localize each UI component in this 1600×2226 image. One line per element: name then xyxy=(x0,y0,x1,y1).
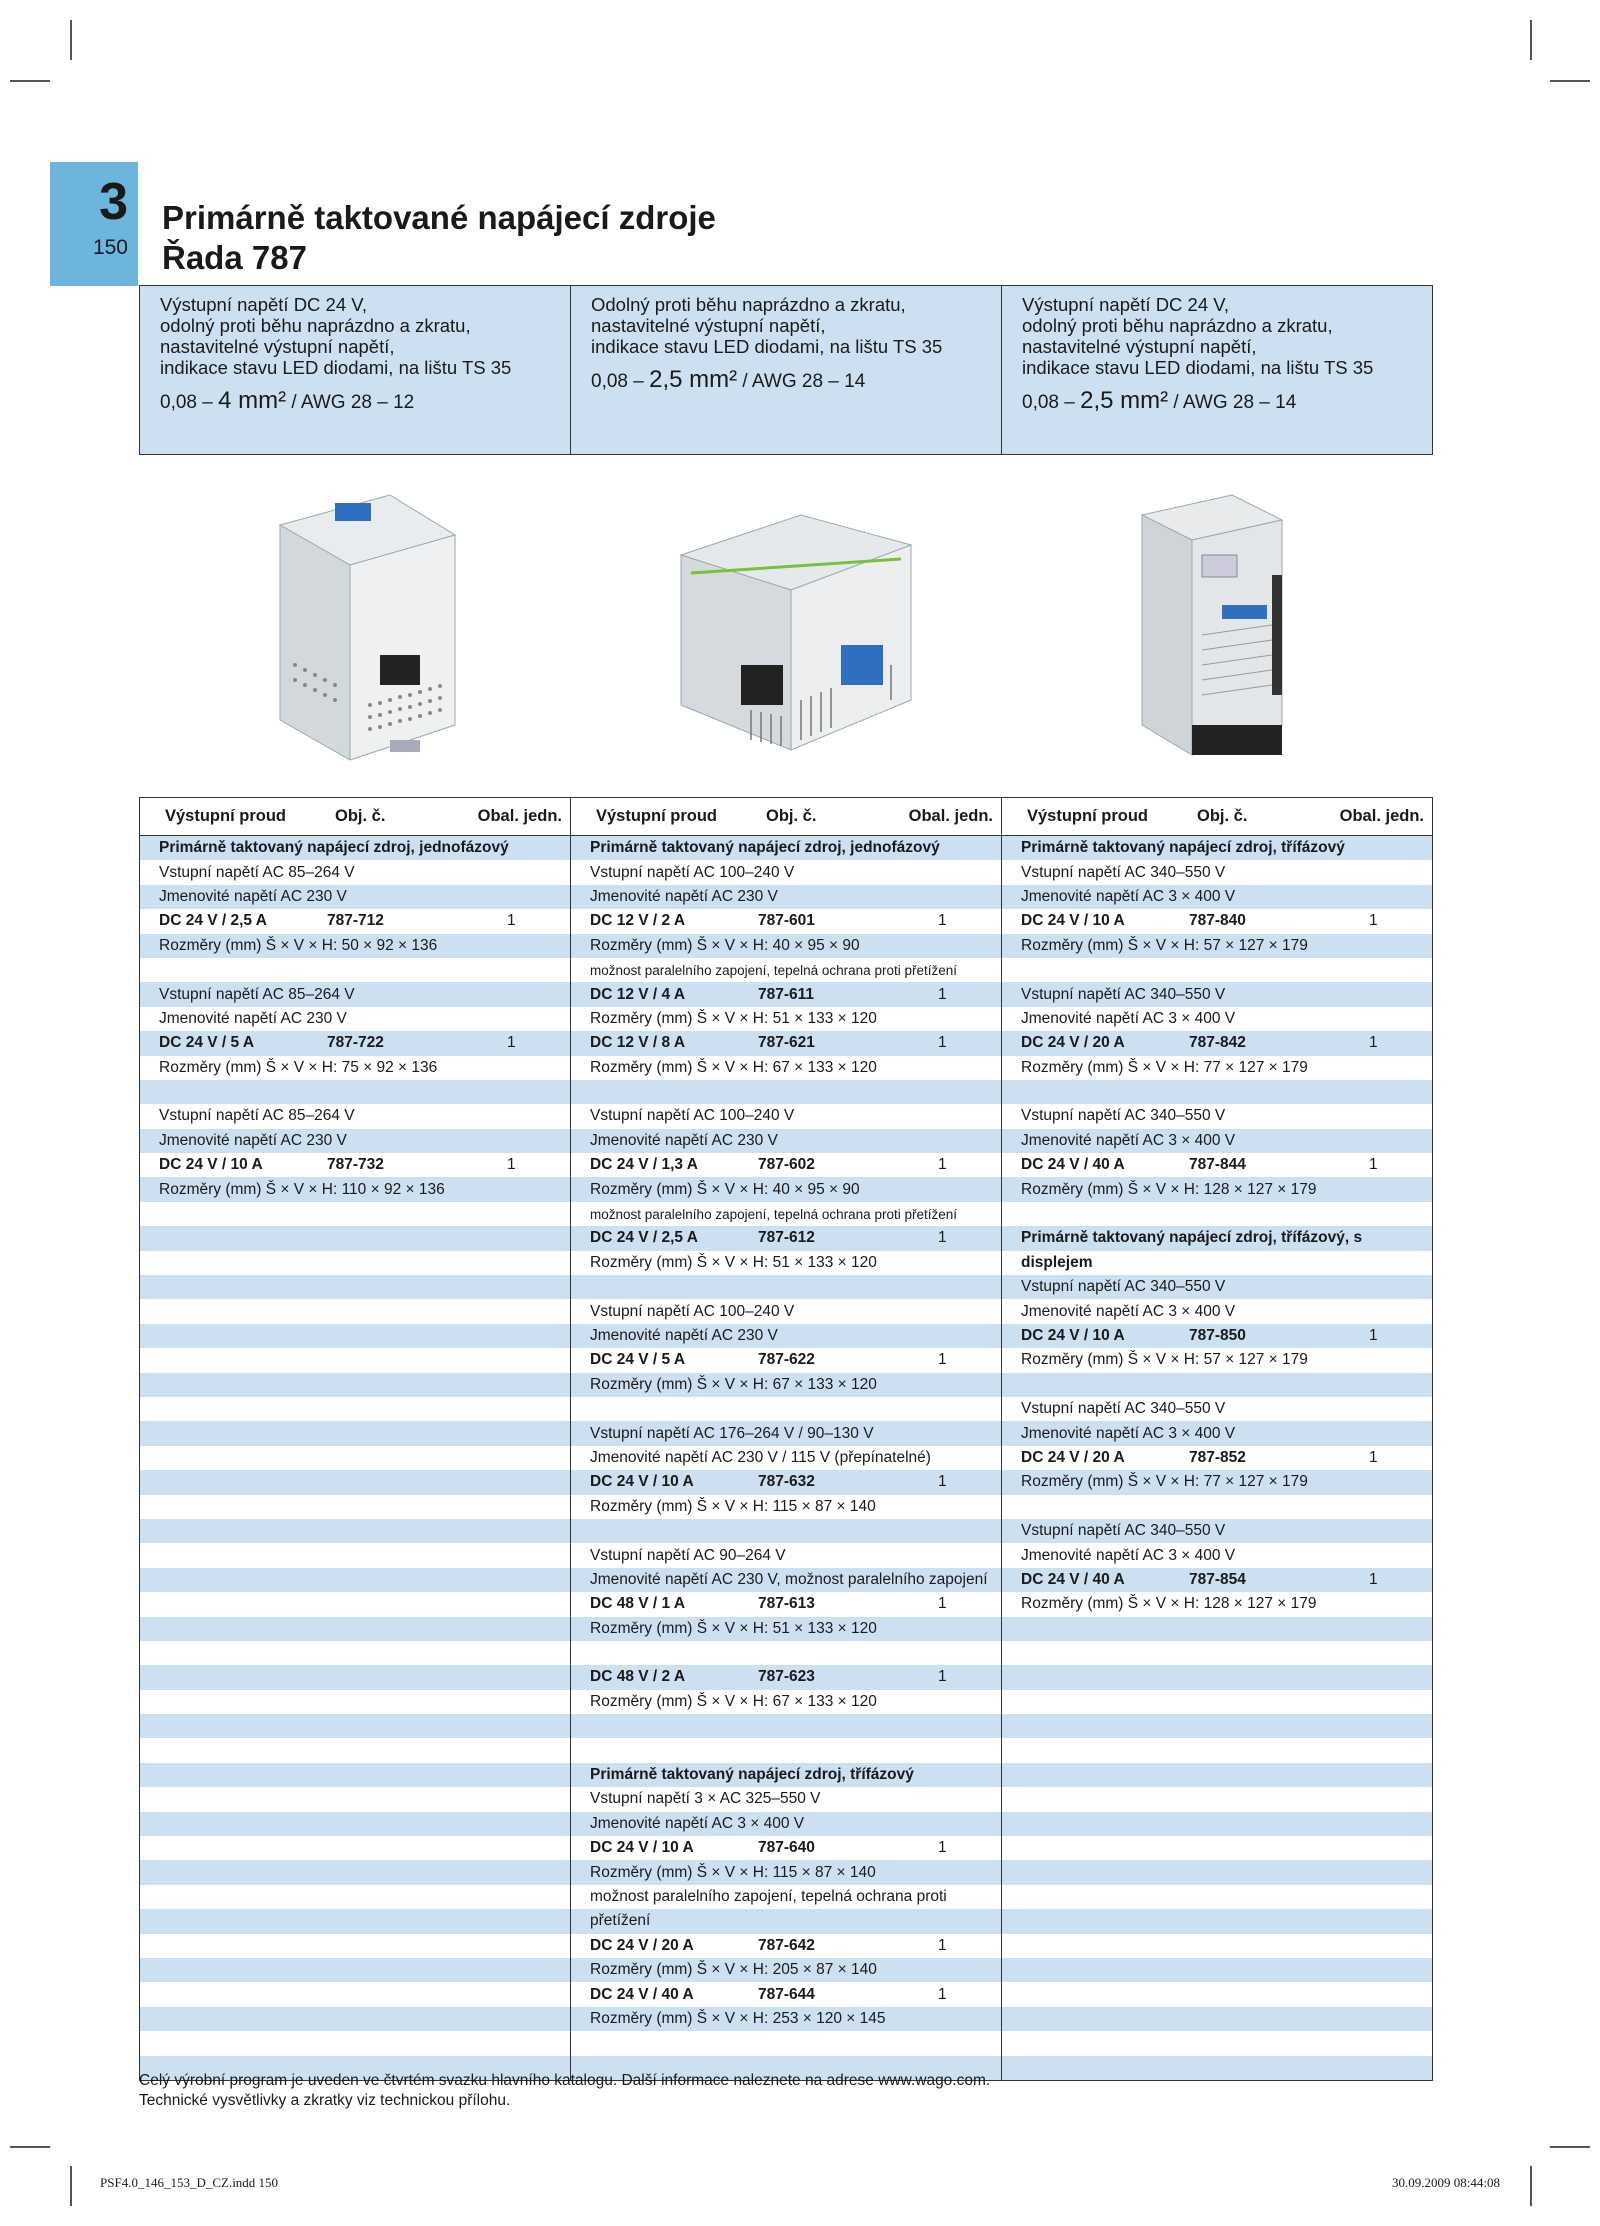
output-current: DC 24 V / 5 A xyxy=(159,1034,255,1052)
product-image-1 xyxy=(139,465,570,795)
table-row-empty xyxy=(571,1641,1001,1665)
package-unit: 1 xyxy=(1369,1327,1378,1344)
spec-row: Rozměry (mm) Š × V × H: 50 × 92 × 136 xyxy=(140,934,570,958)
table-row-empty xyxy=(140,1714,570,1738)
spec-row: Vstupní napětí AC 85–264 V xyxy=(140,982,570,1006)
output-current: DC 24 V / 10 A xyxy=(590,1473,694,1491)
order-number: 787-632 xyxy=(758,1473,815,1491)
output-current: DC 12 V / 2 A xyxy=(590,912,686,930)
spec-row: Jmenovité napětí AC 230 V xyxy=(571,1324,1001,1348)
spec-row: Vstupní napětí AC 90–264 V xyxy=(571,1543,1001,1567)
table-row-empty xyxy=(1002,1812,1432,1836)
spec-row: Jmenovité napětí AC 230 V xyxy=(140,1007,570,1031)
table-row-empty xyxy=(140,1568,570,1592)
spec-row: Rozměry (mm) Š × V × H: 40 × 95 × 90 xyxy=(571,1177,1001,1201)
spec-row: přetížení xyxy=(571,1909,1001,1933)
output-current: DC 24 V / 2,5 A xyxy=(159,912,267,930)
table-row-empty xyxy=(1002,2056,1432,2080)
wire-range-min: 0,08 – xyxy=(591,371,650,392)
package-unit: 1 xyxy=(938,1156,947,1174)
spec-row: Rozměry (mm) Š × V × H: 51 × 133 × 120 xyxy=(571,1251,1001,1275)
output-current: DC 24 V / 20 A xyxy=(1021,1448,1125,1466)
table-row-empty xyxy=(140,958,570,982)
crop-mark xyxy=(1530,20,1532,60)
table-row-empty xyxy=(140,1251,570,1275)
order-number: 787-842 xyxy=(1189,1034,1246,1052)
package-unit: 1 xyxy=(938,985,947,1003)
date-slug: 30.09.2009 08:44:08 xyxy=(1392,2175,1500,2190)
package-unit: 1 xyxy=(938,1351,947,1369)
spec-row: Vstupní napětí AC 340–550 V xyxy=(1002,1519,1432,1543)
table-row-empty xyxy=(571,2031,1001,2055)
product-row xyxy=(1002,1446,1432,1470)
table-row-empty xyxy=(1002,1738,1432,1762)
order-number: 787-712 xyxy=(327,912,384,930)
spec-row: Rozměry (mm) Š × V × H: 75 × 92 × 136 xyxy=(140,1056,570,1080)
product-row xyxy=(1002,1324,1432,1348)
order-number: 787-844 xyxy=(1189,1156,1246,1174)
spec-row: Vstupní napětí AC 100–240 V xyxy=(571,1104,1001,1128)
wire-range-awg: / AWG 28 – 14 xyxy=(1168,392,1297,413)
feature-description: Výstupní napětí DC 24 V, odolný proti běhu naprázdno a zkratu, nastavitelné výstupní napětí, indikace stavu LED diodami, na lištu TS 35 xyxy=(1022,294,1374,378)
table-row-empty xyxy=(140,1934,570,1958)
table-row-empty xyxy=(140,1446,570,1470)
table-row-empty xyxy=(1002,1763,1432,1787)
product-row xyxy=(1002,909,1432,933)
order-number: 787-850 xyxy=(1189,1327,1246,1344)
order-number: 787-640 xyxy=(758,1839,815,1857)
title-line-2: Řada 787 xyxy=(162,239,307,276)
table-body xyxy=(140,836,1432,2080)
product-row xyxy=(1002,1568,1432,1592)
table-row-empty xyxy=(1002,1934,1432,1958)
spec-row: Vstupní napětí AC 340–550 V xyxy=(1002,860,1432,884)
product-row xyxy=(1002,1153,1432,1177)
order-number: 787-642 xyxy=(758,1936,815,1954)
table-row-empty xyxy=(1002,958,1432,982)
footnote xyxy=(139,2071,990,2111)
order-number: 787-612 xyxy=(758,1229,815,1247)
package-unit: 1 xyxy=(507,1034,516,1052)
output-current: DC 24 V / 10 A xyxy=(159,1156,263,1174)
header-order-number: Obj. č. xyxy=(1197,807,1248,825)
spec-row: Jmenovité napětí AC 3 × 400 V xyxy=(571,1812,1001,1836)
spec-row: Rozměry (mm) Š × V × H: 57 × 127 × 179 xyxy=(1002,1348,1432,1372)
table-row-empty xyxy=(140,1495,570,1519)
order-number: 787-854 xyxy=(1189,1570,1246,1588)
spec-row: Rozměry (mm) Š × V × H: 77 × 127 × 179 xyxy=(1002,1056,1432,1080)
table-row-empty xyxy=(140,1470,570,1494)
order-number: 787-852 xyxy=(1189,1448,1246,1466)
spec-row: Vstupní napětí AC 340–550 V xyxy=(1002,1104,1432,1128)
product-row xyxy=(571,1982,1001,2006)
table-row-empty xyxy=(1002,1665,1432,1689)
product-row xyxy=(571,1470,1001,1494)
package-unit: 1 xyxy=(1369,1156,1378,1174)
spec-row: Jmenovité napětí AC 230 V xyxy=(140,1129,570,1153)
wire-range-min: 0,08 – xyxy=(160,392,219,413)
table-row-empty xyxy=(1002,1617,1432,1641)
table-row-empty xyxy=(140,1665,570,1689)
product-row xyxy=(571,909,1001,933)
title-line-1: Primárně taktované napájecí zdroje xyxy=(162,199,716,236)
table-row-empty xyxy=(140,2031,570,2055)
wire-range-min: 0,08 – xyxy=(1022,392,1081,413)
power-supply-image xyxy=(651,495,921,765)
output-current: DC 48 V / 1 A xyxy=(590,1595,686,1613)
table-row-empty xyxy=(140,1982,570,2006)
wire-range xyxy=(1022,387,1412,414)
package-unit: 1 xyxy=(938,1936,947,1954)
table-row-empty xyxy=(1002,1860,1432,1884)
table-row-empty xyxy=(140,1836,570,1860)
table-row-empty xyxy=(571,1397,1001,1421)
table-row-empty xyxy=(140,1958,570,1982)
spec-row: Jmenovité napětí AC 3 × 400 V xyxy=(1002,1299,1432,1323)
spec-row: Jmenovité napětí AC 230 V xyxy=(571,885,1001,909)
spec-row: Jmenovité napětí AC 230 V / 115 V (přepínatelné) xyxy=(571,1446,1001,1470)
power-supply-image xyxy=(240,485,470,775)
output-current: DC 24 V / 10 A xyxy=(1021,1327,1125,1344)
wire-range xyxy=(591,366,981,393)
product-row xyxy=(571,1153,1001,1177)
spec-row: Jmenovité napětí AC 3 × 400 V xyxy=(1002,1129,1432,1153)
table-row-empty xyxy=(140,1226,570,1250)
table-row-empty xyxy=(140,1909,570,1933)
table-row-empty xyxy=(1002,1373,1432,1397)
spec-row: Jmenovité napětí AC 3 × 400 V xyxy=(1002,885,1432,909)
product-row xyxy=(140,909,570,933)
spec-row: Jmenovité napětí AC 230 V xyxy=(571,1129,1001,1153)
wire-range-max: 4 mm² xyxy=(218,387,287,414)
feature-description: Výstupní napětí DC 24 V, odolný proti běhu naprázdno a zkratu, nastavitelné výstupní napětí, indikace stavu LED diodami, na lištu TS 35 xyxy=(160,294,512,378)
table-row-empty xyxy=(571,1714,1001,1738)
spec-row: Rozměry (mm) Š × V × H: 110 × 92 × 136 xyxy=(140,1177,570,1201)
section-heading: Primárně taktovaný napájecí zdroj, třífázový xyxy=(1002,836,1432,860)
chapter-tab xyxy=(50,162,138,286)
header-package-unit: Obal. jedn. xyxy=(477,807,562,825)
table-header-column xyxy=(571,798,1002,835)
footnote-line-2: Technické vysvětlivky a zkratky viz technickou přílohu. xyxy=(139,2092,511,2109)
spec-row: Rozměry (mm) Š × V × H: 40 × 95 × 90 xyxy=(571,934,1001,958)
output-current: DC 24 V / 10 A xyxy=(1021,912,1125,930)
spec-row: možnost paralelního zapojení, tepelná ochrana proti přetížení xyxy=(571,958,1001,982)
header-output-current: Výstupní proud xyxy=(165,807,286,825)
package-unit: 1 xyxy=(938,1595,947,1613)
section-heading: displejem xyxy=(1002,1251,1432,1275)
spec-row: Rozměry (mm) Š × V × H: 67 × 133 × 120 xyxy=(571,1056,1001,1080)
package-unit: 1 xyxy=(1369,1570,1378,1588)
wire-range-awg: / AWG 28 – 14 xyxy=(737,371,866,392)
order-number: 787-611 xyxy=(758,985,815,1003)
order-number: 787-623 xyxy=(758,1668,815,1686)
table-row-empty xyxy=(140,1690,570,1714)
order-number: 787-732 xyxy=(327,1156,384,1174)
feature-column xyxy=(571,286,1002,454)
table-row-empty xyxy=(140,1397,570,1421)
output-current: DC 12 V / 8 A xyxy=(590,1034,686,1052)
table-row-empty xyxy=(1002,1787,1432,1811)
package-unit: 1 xyxy=(938,1668,947,1686)
table-column xyxy=(140,836,571,2080)
header-output-current: Výstupní proud xyxy=(596,807,717,825)
package-unit: 1 xyxy=(938,1839,947,1857)
product-row xyxy=(140,1031,570,1055)
section-heading: Primárně taktovaný napájecí zdroj, jednofázový xyxy=(571,836,1001,860)
table-row-empty xyxy=(140,1324,570,1348)
feature-description: Odolný proti běhu naprázdno a zkratu, nastavitelné výstupní napětí, indikace stavu LED diodami, na lištu TS 35 xyxy=(591,294,943,357)
crop-mark xyxy=(1550,2146,1590,2148)
crop-mark xyxy=(1530,2166,1532,2206)
spec-row: Vstupní napětí AC 85–264 V xyxy=(140,1104,570,1128)
footnote-line-1: Celý výrobní program je uveden ve čtvrtém svazku hlavního katalogu. Další informace naleznete na adrese www.wago.com. xyxy=(139,2072,991,2089)
table-row-empty xyxy=(140,1812,570,1836)
spec-row: Jmenovité napětí AC 230 V xyxy=(140,885,570,909)
table-row-empty xyxy=(1002,2007,1432,2031)
product-row xyxy=(140,1153,570,1177)
order-number: 787-722 xyxy=(327,1034,384,1052)
section-heading: Primárně taktovaný napájecí zdroj, jednofázový xyxy=(140,836,570,860)
order-number: 787-621 xyxy=(758,1034,815,1052)
table-row-empty xyxy=(1002,1982,1432,2006)
table-row-empty xyxy=(140,1763,570,1787)
package-unit: 1 xyxy=(507,912,516,930)
chapter-number: 3 xyxy=(99,173,128,231)
output-current: DC 24 V / 5 A xyxy=(590,1351,686,1369)
output-current: DC 24 V / 10 A xyxy=(590,1839,694,1857)
table-row-empty xyxy=(571,1275,1001,1299)
feature-column xyxy=(140,286,571,454)
output-current: DC 24 V / 20 A xyxy=(590,1936,694,1954)
output-current: DC 24 V / 1,3 A xyxy=(590,1156,698,1174)
product-images xyxy=(139,465,1433,795)
table-row-empty xyxy=(1002,1495,1432,1519)
package-unit: 1 xyxy=(1369,1034,1378,1052)
table-row-empty xyxy=(571,1519,1001,1543)
table-row-empty xyxy=(571,1080,1001,1104)
crop-mark xyxy=(10,2146,50,2148)
spec-row: Jmenovité napětí AC 3 × 400 V xyxy=(1002,1421,1432,1445)
spec-row: Vstupní napětí AC 340–550 V xyxy=(1002,1275,1432,1299)
spec-row: Jmenovité napětí AC 3 × 400 V xyxy=(1002,1007,1432,1031)
table-row-empty xyxy=(1002,1080,1432,1104)
package-unit: 1 xyxy=(1369,912,1378,930)
table-row-empty xyxy=(140,1860,570,1884)
table-row-empty xyxy=(140,1592,570,1616)
order-number: 787-840 xyxy=(1189,912,1246,930)
spec-row: Jmenovité napětí AC 3 × 400 V xyxy=(1002,1543,1432,1567)
table-header xyxy=(140,798,1432,836)
spec-row: Rozměry (mm) Š × V × H: 57 × 127 × 179 xyxy=(1002,934,1432,958)
table-row-empty xyxy=(140,1299,570,1323)
product-row xyxy=(571,1836,1001,1860)
product-row xyxy=(571,1665,1001,1689)
table-row-empty xyxy=(140,1787,570,1811)
table-row-empty xyxy=(1002,1714,1432,1738)
wire-range-max: 2,5 mm² xyxy=(1080,387,1169,414)
spec-row: Rozměry (mm) Š × V × H: 128 × 127 × 179 xyxy=(1002,1592,1432,1616)
header-package-unit: Obal. jedn. xyxy=(908,807,993,825)
spec-row: Vstupní napětí AC 85–264 V xyxy=(140,860,570,884)
spec-row: Vstupní napětí 3 × AC 325–550 V xyxy=(571,1787,1001,1811)
section-heading: Primárně taktovaný napájecí zdroj, třífázový, s xyxy=(1002,1226,1432,1250)
package-unit: 1 xyxy=(938,1034,947,1052)
package-unit: 1 xyxy=(938,1229,947,1247)
table-row-empty xyxy=(140,1421,570,1445)
table-row-empty xyxy=(1002,1202,1432,1226)
product-image-3 xyxy=(1002,465,1433,795)
table-row-empty xyxy=(1002,1641,1432,1665)
product-row xyxy=(571,1031,1001,1055)
table-row-empty xyxy=(1002,1885,1432,1909)
feature-column xyxy=(1002,286,1432,454)
order-number: 787-601 xyxy=(758,912,815,930)
product-image-2 xyxy=(570,465,1001,795)
product-row xyxy=(571,1934,1001,1958)
spec-row: Rozměry (mm) Š × V × H: 51 × 133 × 120 xyxy=(571,1007,1001,1031)
table-row-empty xyxy=(140,1275,570,1299)
wire-range-max: 2,5 mm² xyxy=(649,366,738,393)
package-unit: 1 xyxy=(938,1473,947,1491)
crop-mark xyxy=(1550,80,1590,82)
table-row-empty xyxy=(140,1885,570,1909)
output-current: DC 24 V / 40 A xyxy=(590,1985,694,2003)
table-row-empty xyxy=(140,1543,570,1567)
crop-mark xyxy=(10,80,50,82)
spec-row: Rozměry (mm) Š × V × H: 77 × 127 × 179 xyxy=(1002,1470,1432,1494)
table-row-empty xyxy=(140,1202,570,1226)
spec-row: Vstupní napětí AC 100–240 V xyxy=(571,860,1001,884)
crop-mark xyxy=(70,2166,72,2206)
table-row-empty xyxy=(140,1641,570,1665)
spec-row: Rozměry (mm) Š × V × H: 67 × 133 × 120 xyxy=(571,1690,1001,1714)
output-current: DC 24 V / 2,5 A xyxy=(590,1229,698,1247)
table-row-empty xyxy=(140,1738,570,1762)
table-header-column xyxy=(1002,798,1432,835)
crop-mark xyxy=(70,20,72,60)
spec-row: Rozměry (mm) Š × V × H: 253 × 120 × 145 xyxy=(571,2007,1001,2031)
table-row-empty xyxy=(140,2007,570,2031)
spec-row: Rozměry (mm) Š × V × H: 67 × 133 × 120 xyxy=(571,1373,1001,1397)
output-current: DC 24 V / 40 A xyxy=(1021,1570,1125,1588)
feature-box xyxy=(139,285,1433,455)
order-number: 787-602 xyxy=(758,1156,815,1174)
table-header-column xyxy=(140,798,571,835)
package-unit: 1 xyxy=(938,1985,947,2003)
table-row-empty xyxy=(1002,1909,1432,1933)
spec-row: Rozměry (mm) Š × V × H: 128 × 127 × 179 xyxy=(1002,1177,1432,1201)
table-row-empty xyxy=(1002,1958,1432,1982)
file-slug: PSF4.0_146_153_D_CZ.indd 150 xyxy=(100,2175,279,2190)
table-row-empty xyxy=(1002,1690,1432,1714)
wire-range-awg: / AWG 28 – 12 xyxy=(286,392,415,413)
output-current: DC 24 V / 20 A xyxy=(1021,1034,1125,1052)
product-row xyxy=(571,1592,1001,1616)
header-order-number: Obj. č. xyxy=(335,807,386,825)
spec-row: Vstupní napětí AC 176–264 V / 90–130 V xyxy=(571,1421,1001,1445)
product-row xyxy=(571,1348,1001,1372)
section-heading: Primárně taktovaný napájecí zdroj, třífázový xyxy=(571,1763,1001,1787)
page-title xyxy=(162,198,716,278)
spec-row: Rozměry (mm) Š × V × H: 205 × 87 × 140 xyxy=(571,1958,1001,1982)
power-supply-image xyxy=(1122,485,1312,775)
order-number: 787-622 xyxy=(758,1351,815,1369)
spec-row: možnost paralelního zapojení, tepelná ochrana proti přetížení xyxy=(571,1202,1001,1226)
order-number: 787-644 xyxy=(758,1985,815,2003)
spec-row: Vstupní napětí AC 100–240 V xyxy=(571,1299,1001,1323)
table-row-empty xyxy=(140,1373,570,1397)
spec-row: Rozměry (mm) Š × V × H: 115 × 87 × 140 xyxy=(571,1495,1001,1519)
header-output-current: Výstupní proud xyxy=(1027,807,1148,825)
table-row-empty xyxy=(571,1738,1001,1762)
output-current: DC 12 V / 4 A xyxy=(590,985,686,1003)
product-row xyxy=(1002,1031,1432,1055)
spec-row: Vstupní napětí AC 340–550 V xyxy=(1002,982,1432,1006)
spec-row: Vstupní napětí AC 340–550 V xyxy=(1002,1397,1432,1421)
table-column xyxy=(571,836,1002,2080)
spec-row: Rozměry (mm) Š × V × H: 115 × 87 × 140 xyxy=(571,1860,1001,1884)
table-row-empty xyxy=(140,1080,570,1104)
package-unit: 1 xyxy=(507,1156,516,1174)
product-row xyxy=(571,1226,1001,1250)
table-row-empty xyxy=(1002,2031,1432,2055)
wire-range xyxy=(160,387,550,414)
table-row-empty xyxy=(140,1617,570,1641)
table-row-empty xyxy=(1002,1836,1432,1860)
product-row xyxy=(571,982,1001,1006)
spec-row: Jmenovité napětí AC 230 V, možnost paralelního zapojení xyxy=(571,1568,1001,1592)
table-column xyxy=(1002,836,1432,2080)
package-unit: 1 xyxy=(1369,1448,1378,1466)
output-current: DC 24 V / 40 A xyxy=(1021,1156,1125,1174)
header-package-unit: Obal. jedn. xyxy=(1339,807,1424,825)
spec-row: Rozměry (mm) Š × V × H: 51 × 133 × 120 xyxy=(571,1617,1001,1641)
order-number: 787-613 xyxy=(758,1595,815,1613)
header-order-number: Obj. č. xyxy=(766,807,817,825)
table-row-empty xyxy=(140,1519,570,1543)
product-table xyxy=(139,797,1433,2081)
output-current: DC 48 V / 2 A xyxy=(590,1668,686,1686)
page-number: 150 xyxy=(92,236,128,259)
spec-row: možnost paralelního zapojení, tepelná ochrana proti xyxy=(571,1885,1001,1909)
package-unit: 1 xyxy=(938,912,947,930)
table-row-empty xyxy=(140,1348,570,1372)
